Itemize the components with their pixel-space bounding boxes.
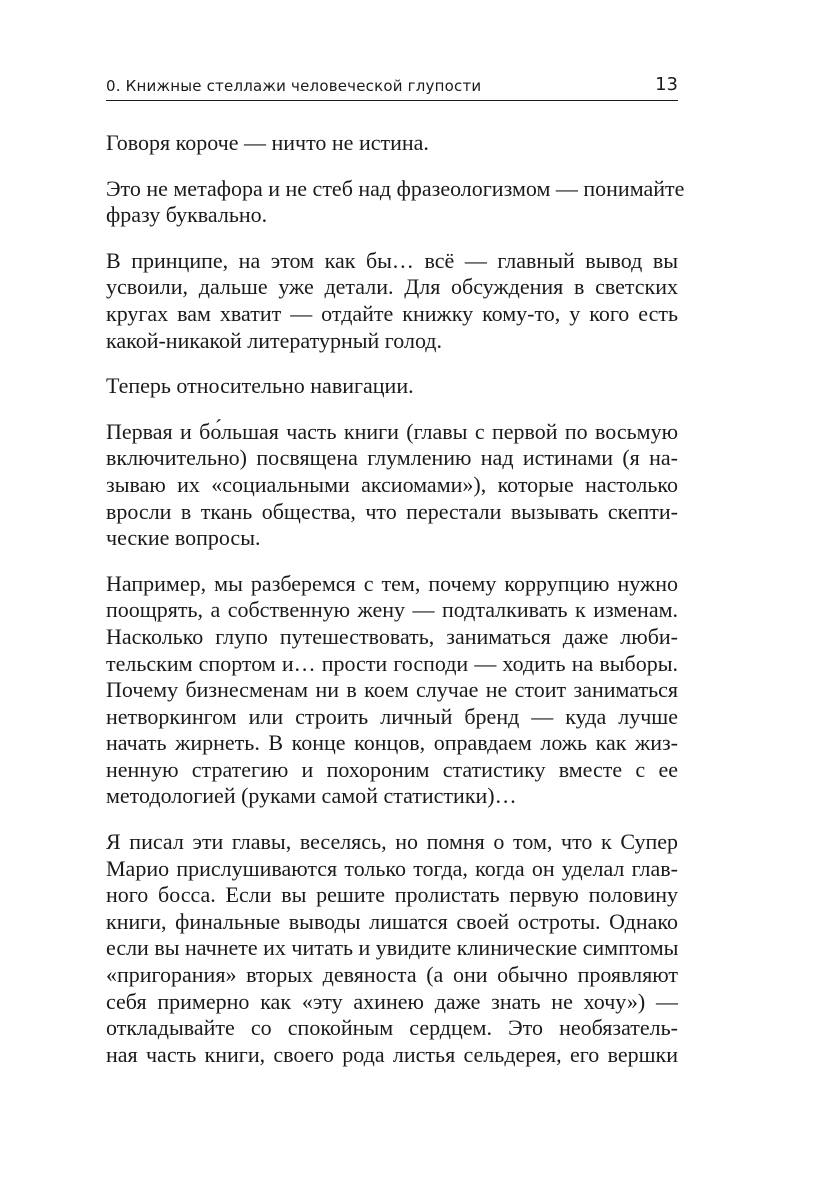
text-line: Марио прислушиваются только тогда, когда он уделал глав- [106, 855, 678, 881]
paragraph [106, 373, 678, 400]
text-line: Это не метафора и не стеб над фразеологизмом — понимайте [106, 175, 685, 201]
paragraph [106, 130, 678, 157]
text-line: начать жирнеть. В конце концов, оправдаем ложь как жиз- [106, 730, 678, 756]
text-line: Например, мы разберемся с тем, почему коррупцию нужно [106, 570, 678, 596]
text-line: В принципе, на этом как бы… всё — главный вывод вы [106, 247, 678, 273]
text-line: ного босса. Если вы решите пролистать первую половину [106, 882, 678, 908]
running-header [106, 70, 678, 101]
paragraph [106, 829, 678, 1068]
text-line: усвоили, дальше уже детали. Для обсуждения в светских [106, 274, 678, 300]
text-line: вросли в ткань общества, что перестали вызывать скепти- [106, 498, 678, 524]
text-line: тельским спортом и… прости господи — ходить на выборы. [106, 650, 678, 676]
text-line: кругах вам хватит — отдайте книжку кому-то, у кого есть [106, 300, 678, 326]
text-line: ная часть книги, своего рода листья сельдерея, его вершки [106, 1041, 678, 1067]
text-line: «пригорания» вторых девяноста (а они обычно проявляют [106, 962, 678, 988]
page-number: 13 [655, 74, 678, 95]
text-line: ненную стратегию и похороним статистику вместе с ее [106, 756, 678, 782]
paragraph [106, 248, 678, 354]
text-line: Почему бизнесменам ни в коем случае не стоит заниматься [106, 677, 678, 703]
text-line: какой-никакой литературный голод. [106, 327, 443, 353]
text-line: фразу буквально. [106, 202, 268, 228]
body-text [106, 130, 685, 1087]
text-line: ческие вопросы. [106, 525, 261, 551]
text-line: нетворкингом или строить личный бренд — куда лучше [106, 703, 678, 729]
text-line: включительно) посвящена глумлению над истинами (я на- [106, 445, 678, 471]
text-line: Говоря короче — ничто не истина. [106, 130, 429, 155]
text-line: поощрять, а собственную жену — подталкивать к изменам. [106, 597, 678, 623]
text-line: Теперь относительно навигации. [106, 373, 414, 399]
text-line: зываю их «социальными аксиомами»), которые настолько [106, 471, 678, 497]
text-line: если вы начнете их читать и увидите клинические симптомы [106, 935, 679, 961]
text-line: Насколько глупо путешествовать, заниматься даже люби- [106, 623, 678, 649]
paragraph [106, 571, 678, 810]
text-line: Первая и бо́льшая часть книги (главы с первой по восьмую [106, 418, 678, 444]
text-line: Я писал эти главы, веселясь, но помня о том, что к Супер [106, 829, 678, 855]
text-line: методологией (руками самой статистики)… [106, 783, 517, 809]
text-line: себя примерно как «эту ахинею даже знать не хочу») — [106, 988, 678, 1014]
text-line: откладывайте со спокойным сердцем. Это необязатель- [106, 1015, 678, 1041]
chapter-title: 0. Книжные стеллажи человеческой глупости [106, 77, 482, 95]
text-line: книги, финальные выводы лишатся своей остроты. Однако [106, 908, 678, 934]
paragraph [106, 419, 678, 552]
paragraph [106, 175, 685, 229]
